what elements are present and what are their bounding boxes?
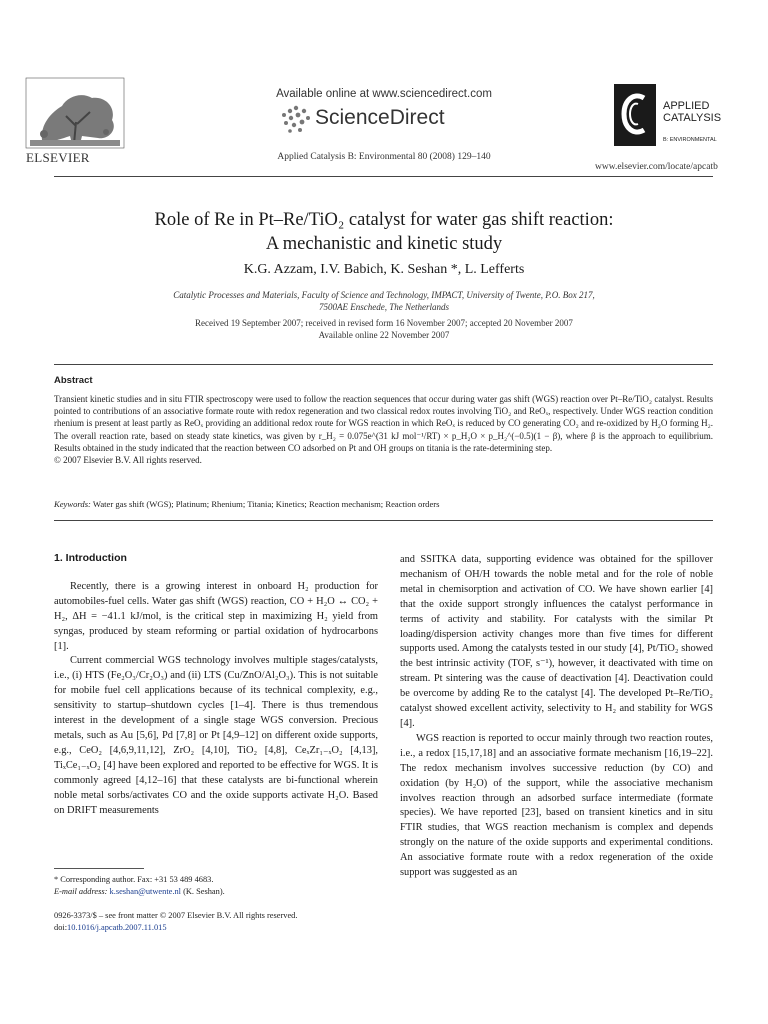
email-label: E-mail address:	[54, 886, 108, 896]
intro-paragraph-1: Recently, there is a growing interest in onboard H₂ production for automobiles-fuel cells. Water gas shift (WGS) reaction, CO + H₂O ↔ CO₂ + H₂, ΔH = −41.1 kJ/mol, is the critical step in maximizing H₂ yield from syngas, produced by steam reforming or partial oxidation of hydrocarbons [1].	[54, 580, 378, 652]
issn-doi-block	[54, 910, 394, 933]
affiliation-line-1: Catalytic Processes and Materials, Faculty of Science and Technology, IMPACT, University of Twente, P.O. Box 217,	[173, 290, 595, 300]
journal-logo-subtitle: B: ENVIRONMENTAL	[663, 137, 717, 143]
abstract-top-rule	[54, 364, 713, 365]
dates-line-1: Received 19 September 2007; received in revised form 16 November 2007; accepted 20 November 2007	[195, 318, 573, 328]
footnote	[54, 874, 378, 897]
journal-reference: Applied Catalysis B: Environmental 80 (2008) 129–140	[277, 152, 491, 162]
dates-line-2: Available online 22 November 2007	[318, 329, 450, 340]
abstract-bottom-rule	[54, 520, 713, 521]
journal-logo-line1: APPLIED	[663, 100, 710, 112]
email-note	[54, 886, 378, 898]
journal-logo-text	[663, 100, 721, 124]
abstract-body	[54, 393, 713, 466]
author-list: K.G. Azzam, I.V. Babich, K. Seshan *, L. Lefferts	[243, 262, 525, 277]
title-line-1: Role of Re in Pt–Re/TiO₂ catalyst for water gas shift reaction:	[154, 210, 614, 230]
email-suffix: (K. Seshan).	[183, 886, 225, 896]
right-column	[400, 553, 713, 881]
journal-url-link[interactable]: www.elsevier.com/locate/apcatb	[595, 162, 718, 172]
article-dates	[0, 318, 768, 341]
keywords-line	[54, 499, 713, 509]
keywords-list: Water gas shift (WGS); Platinum; Rhenium; Titania; Kinetics; Reaction mechanism; Reaction orders	[92, 499, 440, 509]
section-heading-introduction: 1. Introduction	[54, 552, 127, 564]
intro-paragraph-4: WGS reaction is reported to occur mainly through two reaction routes, i.e., a redox [15,17,18] and an associative formate mechanism [16,19–22]. The redox mechanism involves successive reduction (by CO) and oxidation (by H₂O) of the support, while the associative mechanism involves reaction through an adsorbed surface intermediate (formate species). We have reported [23], based on transient kinetics and in situ FTIR studies, that WGS reaction mechanism is complex and depends strongly on the nature of the oxide supports and experimental conditions. An associative formate route with a redox regeneration of the oxide support was suggested as an	[400, 732, 713, 879]
publisher-name: ELSEVIER	[26, 150, 90, 165]
affiliation-line-2: 7500AE Enschede, The Netherlands	[319, 301, 449, 312]
intro-paragraph-3: and SSITKA data, supporting evidence was obtained for the spillover mechanism of OH/H towards the noble metal and for the role of noble metal in chemisorption and activation of CO. We have shown earlier [4] that the oxide support strongly influences the catalyst performance in terms of activity and stability. For catalysts with the similar Pt loading/dispersion activity changes more than five times for different supports used. Among the catalysts tested in our study [4], Pt/TiO₂ showed the best intrinsic activity (TOF, s⁻¹), however, it deactivated with time on stream. Pt sintering was the cause of deactivation [4]. Deactivation could be overcome by adding Re to the catalyst [4]. The developed Pt–Re/TiO₂ catalyst showed excellent activity, selectivity to H₂ and stability for WGS [4].	[400, 554, 713, 729]
keywords-label: Keywords:	[54, 499, 91, 509]
available-online-line: Available online at www.sciencedirect.com	[276, 88, 492, 100]
footnote-rule	[54, 868, 144, 869]
left-column	[54, 551, 378, 818]
abstract-heading: Abstract	[54, 375, 93, 386]
article-title	[0, 208, 768, 256]
doi-label: doi:	[54, 922, 68, 932]
intro-paragraph-2: Current commercial WGS technology involves multiple stages/catalysts, i.e., (i) HTS (Fe₂O₃/Cr₂O₃) and (ii) LTS (Cu/ZnO/Al₂O₃). This is not suitable for mobile fuel cell applications because of its technical complexity, e.g., sensitivity to startup–shutdown cycles [1–4]. There is thus tremendous interest in the development of a single stage WGS conversion. Precious metals, such as Au [5,6], Pd [7,8] or Pt [4,9–12] on different oxide supports, e.g., CeO₂ [4,6,9,11,12], ZrO₂ [4,10], TiO₂ [4,8], CeₓZr₁₋ₓO₂ [4,13], TiₓCe₁₋ₓO₂ [4] have been explored and reported to be effective for WGS. It is commonly agreed [4,12–16] that these catalysts are bi-functional wherein noble metal sorbs/activates CO and the oxide supports activate H₂O. Based on DRIFT measurements	[54, 655, 378, 816]
applied-catalysis-logo-icon	[614, 84, 656, 146]
abstract-copyright: © 2007 Elsevier B.V. All rights reserved.	[54, 455, 202, 466]
abstract-text: Transient kinetic studies and in situ FTIR spectroscopy were used to follow the reaction sequences that occur during water gas shift (WGS) reaction over Pt–Re/TiO₂ catalyst. Results pointed to contributions of an associative formate route with redox regeneration and two classical redox routes involving TiO₂ and ReOₓ, respectively. Under WGS reaction condition rhenium is present at least partly as ReOₓ providing an additional redox route for WGS reaction in which ReOₓ is reduced by CO generating CO₂ and re-oxidized by H₂O forming H₂. The overall reaction rate, based on steady state kinetics, was given by r_H₂ = 0.075e^(31 kJ mol⁻¹/RT) × p_H₂O × p_H₂^(−0.5)(1 − β), where β is the approach to equilibrium. Results obtained in the study indicated that the reaction between CO adsorbed on Pt and OH groups on titania is the rate-determining step.	[54, 394, 713, 453]
doi-line	[54, 922, 394, 934]
header-rule	[54, 176, 713, 177]
title-line-2: A mechanistic and kinetic study	[265, 234, 503, 254]
issn-line: 0926-3373/$ – see front matter © 2007 Elsevier B.V. All rights reserved.	[54, 911, 298, 920]
affiliation	[0, 290, 768, 313]
sciencedirect-wordmark: ScienceDirect	[315, 106, 445, 129]
email-link[interactable]: k.seshan@utwente.nl	[109, 886, 181, 896]
doi-link[interactable]: 10.1016/j.apcatb.2007.11.015	[67, 922, 167, 932]
corresponding-author-note: * Corresponding author. Fax: +31 53 489 4683.	[54, 875, 214, 884]
journal-logo-line2: CATALYSIS	[663, 112, 722, 124]
